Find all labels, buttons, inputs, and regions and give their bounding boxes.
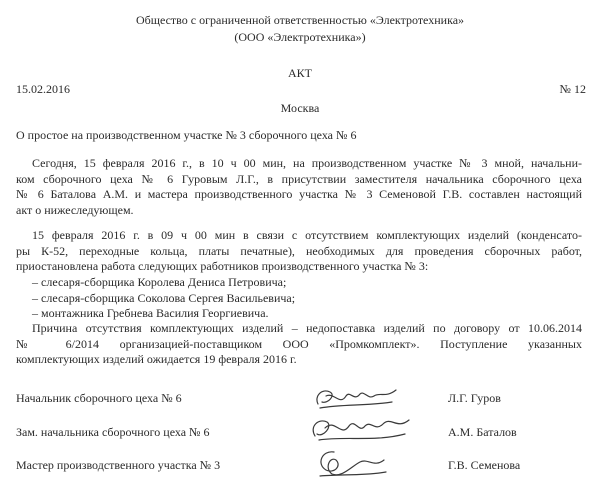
signatory-name: Л.Г. Гуров — [448, 391, 501, 405]
signatory-position: Зам. начальника сборочного цеха № 6 — [16, 425, 210, 439]
signature-2-icon — [305, 412, 415, 446]
paragraph-3 — [16, 321, 582, 368]
signatory-name: А.М. Баталов — [448, 425, 517, 439]
signatory-position: Начальник сборочного цеха № 6 — [16, 391, 182, 405]
paragraph-line: ком сборочного цеха № 6 Гуровым Л.Г., в присутствии заместителя начальника сборочного цеха — [16, 171, 582, 186]
paragraph-2 — [16, 228, 582, 275]
paragraph-line: приостановлена работа следующих работников производственного участка № 3: — [16, 259, 429, 273]
list-item: – слесаря-сборщика Королева Дениса Петровича; — [32, 275, 287, 289]
document-number: № 12 — [559, 82, 586, 96]
paragraph-line: Причина отсутствия комплектующих изделий – недопоставка изделий по договору от 10.06.2014 — [32, 321, 582, 335]
document-date: 15.02.2016 — [16, 82, 70, 96]
signatory-name: Г.В. Семенова — [448, 458, 521, 472]
document-type: АКТ — [288, 66, 312, 80]
document-city: Москва — [280, 101, 320, 115]
paragraph-1 — [16, 156, 582, 218]
paragraph-line: акт о нижеследующем. — [16, 202, 134, 217]
list-item: – монтажника Гребнева Василия Георгиевича. — [32, 306, 269, 320]
worker-list — [32, 275, 295, 322]
organization-full-name: Общество с ограниченной ответственностью «Электротехника» — [135, 13, 465, 27]
signature-1-icon — [312, 384, 402, 412]
paragraph-line: ры К-52, переходные кольца, платы печатные), необходимых для проведения сборочных работ, — [16, 243, 582, 258]
paragraph-line: Сегодня, 15 февраля 2016 г., в 10 ч 00 мин, на производственном участке № 3 мной, начальни- — [32, 156, 582, 170]
paragraph-line: 15 февраля 2016 г. в 09 ч 00 мин в связи с отсутствием комплектующих изделий (конденсато- — [32, 228, 582, 242]
document-subject: О простое на производственном участке № 3 сборочного цеха № 6 — [16, 128, 357, 142]
organization-short-name: (ООО «Электротехника») — [234, 30, 366, 44]
paragraph-line: комплектующих изделий ожидается 19 февраля 2016 г. — [16, 352, 297, 366]
paragraph-line: № 6 Баталова А.М. и мастера производственного участка № 3 Семеновой Г.В. составлен настоящий — [16, 187, 582, 201]
signature-3-icon — [312, 446, 392, 480]
list-item: – слесаря-сборщика Соколова Сергея Васильевича; — [32, 290, 296, 305]
signatory-position: Мастер производственного участка № 3 — [16, 458, 221, 472]
paragraph-line: № 6/2014 организацией-поставщиком ООО «Промкомплект». Поступление указанных — [16, 336, 582, 351]
